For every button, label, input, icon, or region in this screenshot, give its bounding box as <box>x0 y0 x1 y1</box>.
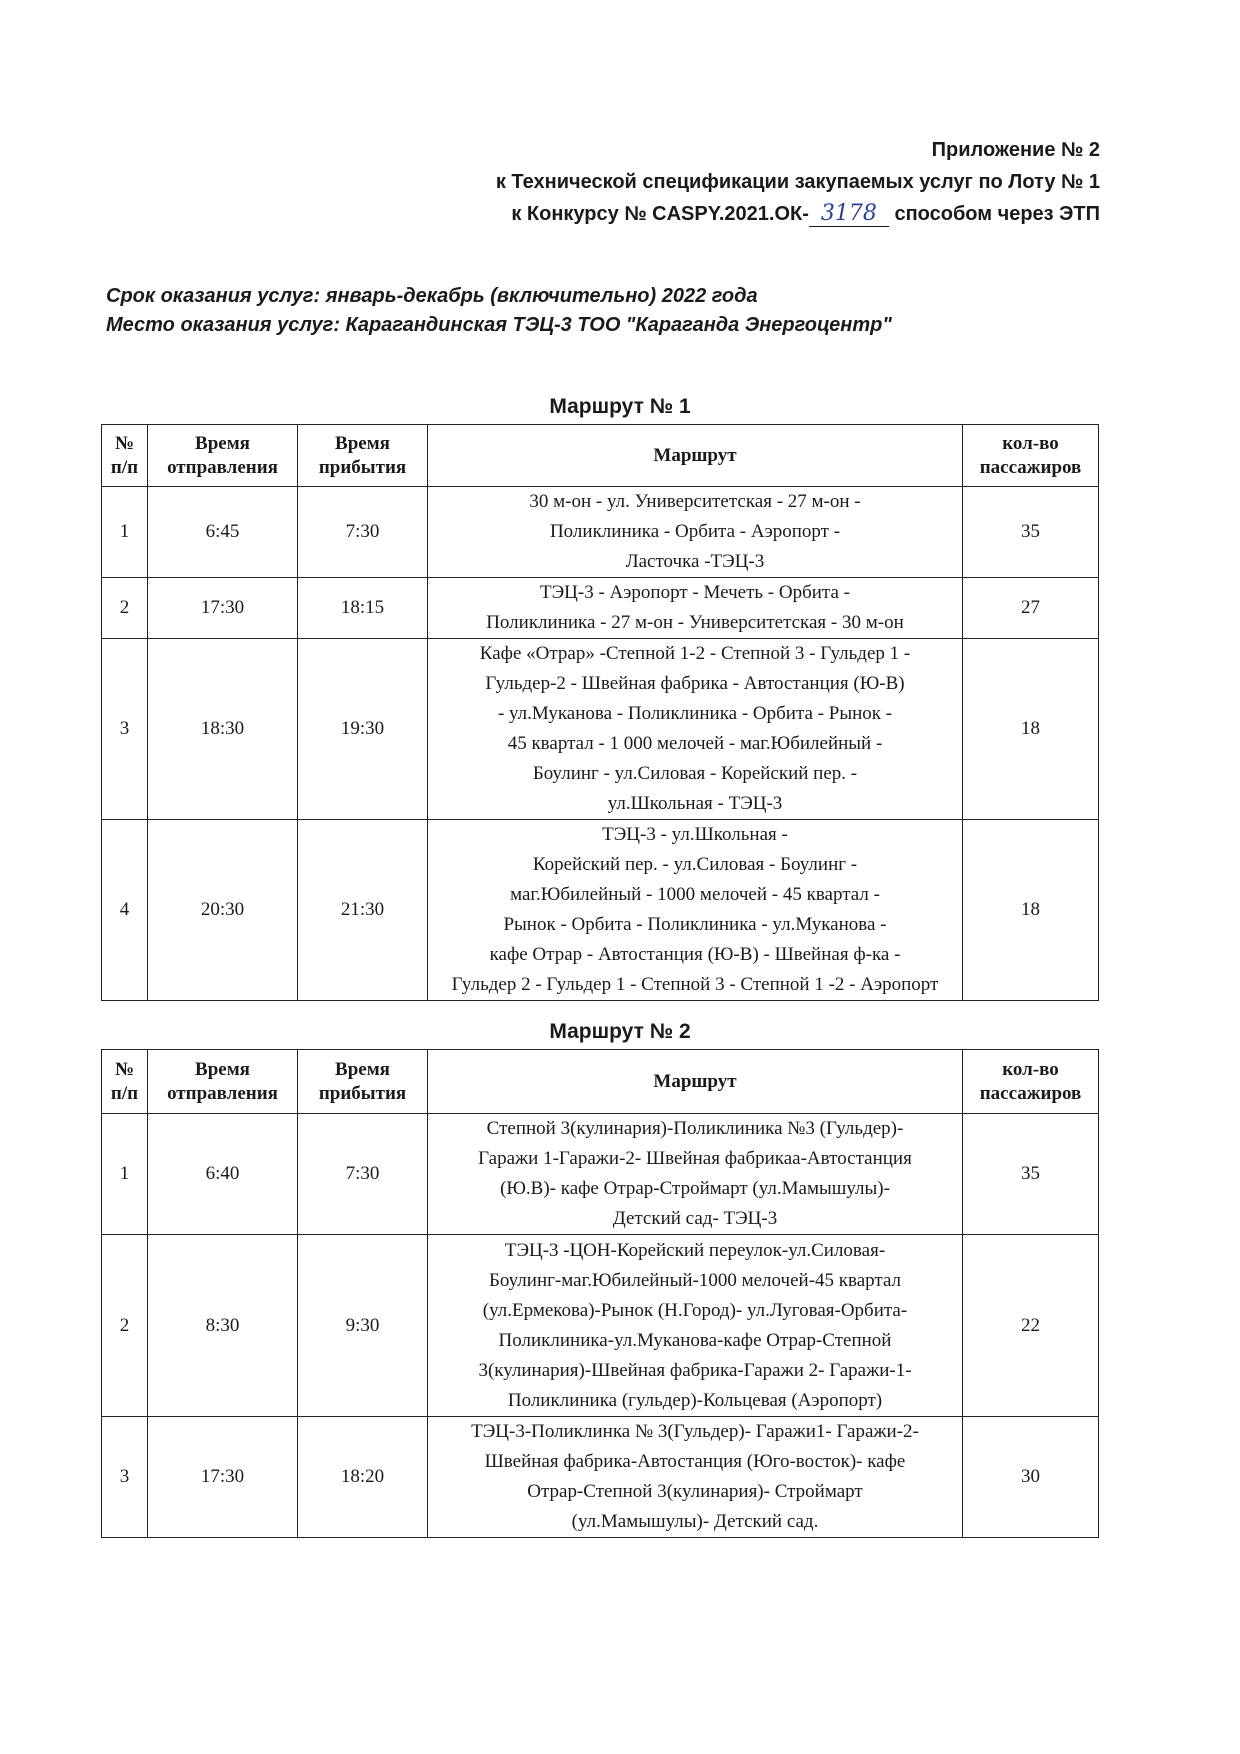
tender-prefix: к Конкурсу № CASPY.2021.ОК- <box>511 203 809 225</box>
arrival-time: 18:20 <box>298 1417 428 1538</box>
col-route: Маршрут <box>428 1050 963 1114</box>
passenger-count: 35 <box>963 1114 1099 1235</box>
passenger-count: 22 <box>963 1235 1099 1417</box>
departure-time: 6:40 <box>148 1114 298 1235</box>
route-description: Кафе «Отрар» -Степной 1-2 - Степной 3 - Гульдер 1 - Гульдер-2 - Швейная фабрика - Автостанция (Ю-В) - ул.Муканова - Поликлиника - Орбита - Рынок - 45 квартал - 1 000 мелочей - маг.Юбилейный - Боулинг - ул.Силовая - Корейский пер. - ул.Школьная - ТЭЦ-3 <box>428 639 963 820</box>
arrival-time: 19:30 <box>298 639 428 820</box>
col-route: Маршрут <box>428 425 963 487</box>
table-row <box>102 1114 1099 1235</box>
row-num: 2 <box>102 578 148 639</box>
route-description: 30 м-он - ул. Университетская - 27 м-он - Поликлиника - Орбита - Аэропорт - Ласточка -ТЭЦ-3 <box>428 487 963 578</box>
departure-time: 17:30 <box>148 1417 298 1538</box>
departure-time: 8:30 <box>148 1235 298 1417</box>
col-departure: Время отправления <box>148 1050 298 1114</box>
route2-table <box>101 1049 1099 1538</box>
row-num: 1 <box>102 487 148 578</box>
departure-time: 6:45 <box>148 487 298 578</box>
route-overflow-text: Гульдер 2 - Гульдер 1 - Степной 3 - Степной 1 -2 - Аэропорт <box>451 974 939 995</box>
route1-header-row <box>102 425 1099 487</box>
departure-time: 18:30 <box>148 639 298 820</box>
route-description: ТЭЦ-3 -ЦОН-Корейский переулок-ул.Силовая- Боулинг-маг.Юбилейный-1000 мелочей-45 квартал (ул.Ермекова)-Рынок (Н.Город)- ул.Луговая-Орбита- Поликлиника-ул.Муканова-кафе Отрар-Степной 3(кулинария)-Швейная фабрика-Гаражи 2- Гаражи-1- Поликлиника (гульдер)-Кольцевая (Аэропорт) <box>428 1235 963 1417</box>
row-num: 3 <box>102 1417 148 1538</box>
route2-header-row <box>102 1050 1099 1114</box>
arrival-time: 21:30 <box>298 820 428 1001</box>
route2-title: Маршрут № 2 <box>549 1020 691 1043</box>
table-row <box>102 1417 1099 1538</box>
route-overflow-cell <box>428 970 963 1000</box>
table-row <box>102 639 1099 820</box>
spec-reference: к Технической спецификации закупаемых услуг по Лоту № 1 <box>495 171 1100 193</box>
service-place: Место оказания услуг: Карагандинская ТЭЦ-3 ТОО "Караганда Энергоцентр" <box>106 314 892 336</box>
col-arrival: Время прибытия <box>298 425 428 487</box>
service-terms <box>106 282 892 340</box>
row-num: 1 <box>102 1114 148 1235</box>
row-num: 2 <box>102 1235 148 1417</box>
passenger-count: 27 <box>963 578 1099 639</box>
route-description: ТЭЦ-3 - Аэропорт - Мечеть - Орбита - Поликлиника - 27 м-он - Университетская - 30 м-он <box>428 578 963 639</box>
arrival-time: 18:15 <box>298 578 428 639</box>
col-passengers: кол-во пассажиров <box>963 425 1099 487</box>
route-description: ТЭЦ-3 - ул.Школьная - Корейский пер. - ул.Силовая - Боулинг - маг.Юбилейный - 1000 мелочей - 45 квартал - Рынок - Орбита - Поликлиника - ул.Муканова - кафе Отрар - Автостанция (Ю-В) - Швейная ф-ка - <box>428 820 963 971</box>
table-row <box>102 1235 1099 1417</box>
row-num: 3 <box>102 639 148 820</box>
table-row <box>102 578 1099 639</box>
arrival-time: 7:30 <box>298 1114 428 1235</box>
col-num: № п/п <box>102 1050 148 1114</box>
table-row <box>102 487 1099 578</box>
col-num: № п/п <box>102 425 148 487</box>
passenger-count: 30 <box>963 1417 1099 1538</box>
tender-reference <box>496 198 1100 230</box>
arrival-time: 7:30 <box>298 487 428 578</box>
departure-time: 17:30 <box>148 578 298 639</box>
passenger-count: 18 <box>963 820 1099 1001</box>
document-header <box>496 134 1100 230</box>
appendix-title: Приложение № 2 <box>931 139 1100 161</box>
arrival-time: 9:30 <box>298 1235 428 1417</box>
route-description: ТЭЦ-3-Поликлинка № 3(Гульдер)- Гаражи1- Гаражи-2- Швейная фабрика-Автостанция (Юго-восток)- кафе Отрар-Степной 3(кулинария)- Строймарт (ул.Мамышулы)- Детский сад. <box>428 1417 963 1538</box>
col-arrival: Время прибытия <box>298 1050 428 1114</box>
tender-suffix: способом через ЭТП <box>888 203 1100 225</box>
service-period: Срок оказания услуг: январь-декабрь (включительно) 2022 года <box>106 285 758 307</box>
row-num: 4 <box>102 820 148 1001</box>
route1-title: Маршрут № 1 <box>549 395 691 418</box>
handwritten-tender-number: 3178 <box>809 202 889 227</box>
col-departure: Время отправления <box>148 425 298 487</box>
passenger-count: 18 <box>963 639 1099 820</box>
passenger-count: 35 <box>963 487 1099 578</box>
col-passengers: кол-во пассажиров <box>963 1050 1099 1114</box>
route1-table <box>101 424 1099 1001</box>
route-description: Степной 3(кулинария)-Поликлиника №3 (Гульдер)- Гаражи 1-Гаражи-2- Швейная фабрикаа-Автостанция (Ю.В)- кафе Отрар-Строймарт (ул.Мамышулы)- Детский сад- ТЭЦ-3 <box>428 1114 963 1235</box>
table-row <box>102 820 1099 971</box>
departure-time: 20:30 <box>148 820 298 1001</box>
